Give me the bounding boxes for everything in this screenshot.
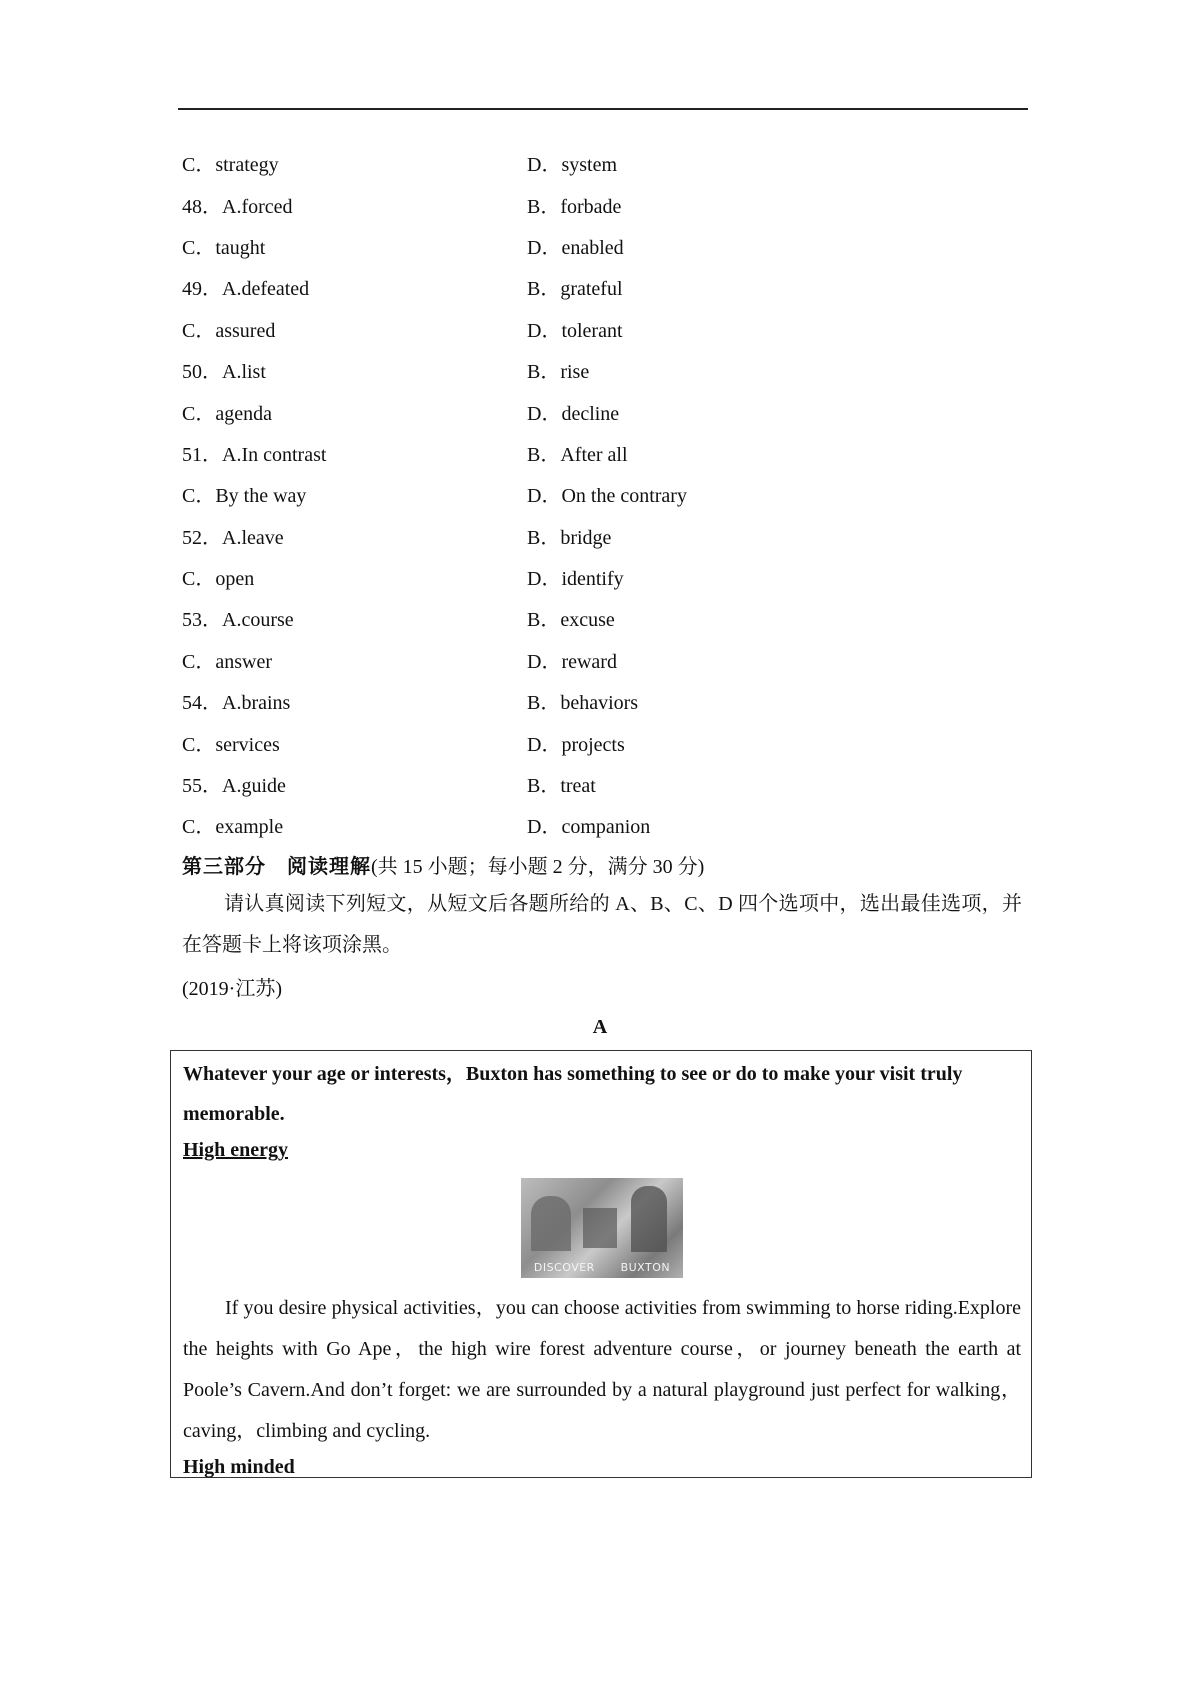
option-left: C．assured [182,319,276,342]
option-row [182,432,1002,473]
photo-figure [531,1196,571,1251]
option-right: D．reward [527,650,617,673]
option-right: D．projects [527,733,625,756]
option-row [182,473,1002,514]
option-left: C．services [182,733,280,756]
photo-figure [583,1208,617,1248]
instructions-text: 请认真阅读下列短文，从短文后各题所给的 A、B、C、D 四个选项中，选出最佳选项，并在答题卡上将该项涂黑。 [182,893,1022,956]
option-right: D．On the contrary [527,485,687,508]
photo-figure [631,1186,667,1252]
option-row [182,349,1002,390]
option-left: 52．A.leave [182,526,284,549]
subheading-high-minded: High minded [183,1456,295,1478]
option-right: B．excuse [527,609,615,632]
option-right: B．grateful [527,278,623,301]
option-row [182,597,1002,638]
passage-box [170,1050,1032,1478]
section-heading [182,850,704,879]
header-rule [178,108,1028,110]
option-left: 51．A.In contrast [182,443,327,466]
paragraph-text: If you desire physical activities，you can choose activities from swimming to horse riding.Explore the heights with Go Ape，the high wire forest adventure course，or journey beneath the earth at Poole’s Cavern.And don’t forget: we are surrounded by a natural playground just perfect for walking，caving，climbing and cycling. [183,1297,1021,1442]
option-right: D．identify [527,568,624,591]
instructions [182,884,1022,966]
option-left: C．open [182,568,255,591]
option-right: B．behaviors [527,692,639,715]
option-left: 54．A.brains [182,692,291,715]
option-left: 55．A.guide [182,775,286,798]
option-right: B．bridge [527,526,612,549]
option-row [182,390,1002,431]
option-row [182,804,1002,845]
option-right: D．tolerant [527,319,623,342]
answer-options [182,142,1002,846]
option-left: C．agenda [182,402,272,425]
option-left: 48．A.forced [182,195,293,218]
option-left: 49．A.defeated [182,278,310,301]
option-row [182,515,1002,556]
option-row [182,308,1002,349]
option-row [182,225,1002,266]
photo-caption-right: BUXTON [620,1261,671,1274]
section-title: 第三部分 阅读理解 [182,854,371,878]
option-left: C．strategy [182,154,279,177]
subheading-high-energy: High energy [183,1139,288,1161]
option-right: D．companion [527,816,651,839]
section-note: (共 15 小题；每小题 2 分，满分 30 分) [371,856,705,878]
photo-caption [521,1261,683,1274]
option-left: C．example [182,816,284,839]
passage-label: A [592,1016,608,1038]
option-right: B．treat [527,775,596,798]
option-row [182,142,1002,183]
option-left: C．taught [182,236,266,259]
option-left: C．By the way [182,485,307,508]
option-row [182,680,1002,721]
option-right: B．forbade [527,195,622,218]
option-right: B．After all [527,443,628,466]
option-row [182,183,1002,224]
option-row [182,763,1002,804]
passage-paragraph [183,1288,1021,1452]
option-left: 53．A.course [182,609,294,632]
photo-caption-left: DISCOVER [533,1261,595,1274]
option-right: D．decline [527,402,620,425]
source-tag: (2019·江苏) [182,978,282,1000]
option-row [182,266,1002,307]
option-row [182,639,1002,680]
option-right: D．system [527,154,617,177]
passage-headline: Whatever your age or interests，Buxton has something to see or do to make your visit truly memorable. [183,1063,963,1125]
option-left: 50．A.list [182,361,266,384]
option-row [182,721,1002,762]
option-right: D．enabled [527,236,624,259]
option-left: C．answer [182,650,272,673]
option-right: B．rise [527,361,590,384]
passage-content [183,1051,1021,1482]
option-row [182,556,1002,597]
buxton-photo [521,1178,683,1278]
